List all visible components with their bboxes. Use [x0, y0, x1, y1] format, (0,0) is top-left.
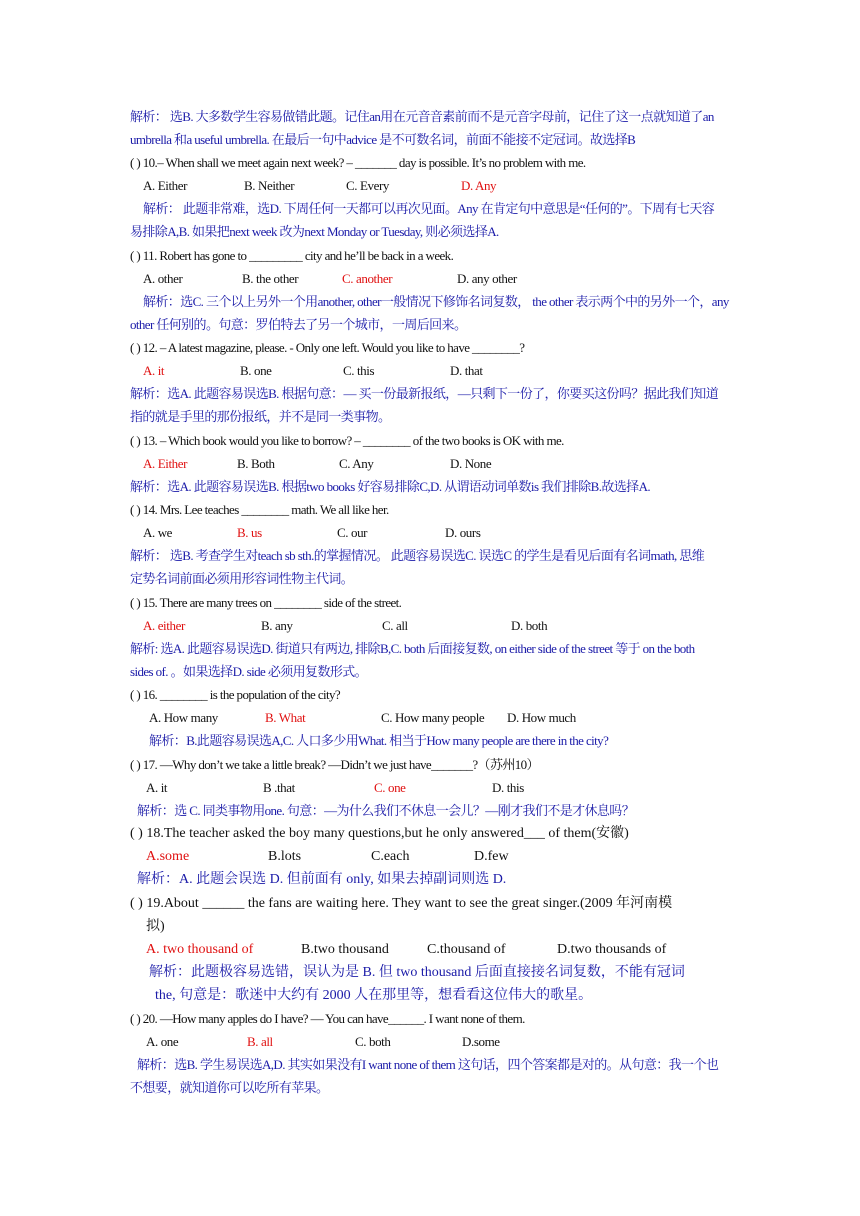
- option-b: B.two thousand: [301, 942, 389, 957]
- analysis-line: 解析：选A. 此题容易误选B. 根据句意：— 买一份最新报纸，—只剩下一份了，你要买这份吗？据此我们知道: [130, 386, 719, 401]
- option-a: A. it: [146, 780, 168, 795]
- analysis-line: 解析: 选A. 此题容易误选D. 街道只有两边, 排除B,C. both 后面接复数, on either side of the street 等于 on the both: [130, 641, 695, 656]
- analysis-line: 解析：此题极容易选错，误认为是 B. 但 two thousand 后面直接接名词复数，不能有冠词: [149, 965, 685, 980]
- analysis-line: the, 句意是：歌迷中大约有 2000 人在那里等，想看看这位伟大的歌星。: [155, 988, 593, 1003]
- option-c: C. both: [355, 1034, 391, 1049]
- option-c: C. Any: [339, 456, 374, 471]
- analysis-line: 定势名词前面必须用形容词性物主代词。: [130, 571, 354, 586]
- option-a: A. one: [146, 1034, 179, 1049]
- question-15: ( ) 15. There are many trees on ________ side of the street.: [130, 595, 402, 610]
- analysis-line: umbrella 和a useful umbrella. 在最后一句中advice 是不可数名词，前面不能接不定冠词。故选择B: [130, 132, 636, 147]
- question-18: ( ) 18.The teacher asked the boy many questions,but he only answered___ of them(安徽): [130, 826, 629, 841]
- option-a: A. other: [143, 271, 183, 286]
- option-c: C. Every: [346, 178, 390, 193]
- analysis-line: 解析： 此题非常难，选D. 下周任何一天都可以再次见面。Any 在肯定句中意思是“任何的”。下周有七天容: [143, 201, 715, 216]
- option-b-correct: B. us: [237, 525, 262, 540]
- analysis-line: 解析：选C. 三个以上另外一个用another, other一般情况下修饰名词复数， the other 表示两个中的另外一个，any: [143, 294, 729, 309]
- analysis-line: 解析： 选B. 考查学生对teach sb sth.的掌握情况。 此题容易误选C. 误选C 的学生是看见后面有名词math, 思维: [130, 548, 705, 563]
- option-b: B .that: [263, 780, 295, 795]
- option-c: C. our: [337, 525, 368, 540]
- analysis-line: 解析：A. 此题会误选 D. 但前面有 only, 如果去掉副词则选 D.: [137, 872, 507, 887]
- option-b: B. Neither: [244, 178, 295, 193]
- analysis-line: 不想要，就知道你可以吃所有苹果。: [130, 1080, 329, 1095]
- option-d: D.two thousands of: [557, 942, 667, 957]
- option-a: A. How many: [149, 710, 218, 725]
- option-d: D.few: [474, 849, 509, 864]
- option-a-correct: A. it: [143, 363, 165, 378]
- option-d: D. How much: [507, 710, 576, 725]
- option-c: C.each: [371, 849, 410, 864]
- question-13: ( ) 13. – Which book would you like to borrow? – ________ of the two books is OK with me.: [130, 433, 564, 448]
- analysis-line: 解析：选 C. 同类事物用one. 句意：—为什么我们不休息一会儿？—刚才我们不是才休息吗？: [137, 803, 635, 818]
- option-c: C. all: [382, 618, 408, 633]
- option-c: C.thousand of: [427, 942, 506, 957]
- option-c: C. How many people: [381, 710, 485, 725]
- question-17: ( ) 17. —Why don’t we take a little break? —Didn’t we just have_______?（苏州10）: [130, 757, 539, 772]
- question-11: ( ) 11. Robert has gone to _________ city and he’ll be back in a week.: [130, 248, 454, 263]
- option-d: D. that: [450, 363, 483, 378]
- question-20: ( ) 20. —How many apples do I have? — You can have______. I want none of them.: [130, 1011, 525, 1026]
- question-19: ( ) 19.About ______ the fans are waiting here. They want to see the great singer.(2009 年河南模: [130, 896, 673, 911]
- question-16: ( ) 16. ________ is the population of the city?: [130, 687, 341, 702]
- option-a: A. we: [143, 525, 173, 540]
- question-10: ( ) 10.– When shall we meet again next week? – _______ day is possible. It’s no problem with me.: [130, 155, 586, 170]
- option-b: B. one: [240, 363, 272, 378]
- option-d: D. ours: [445, 525, 481, 540]
- question-14: ( ) 14. Mrs. Lee teaches ________ math. We all like her.: [130, 502, 389, 517]
- option-c-correct: C. another: [342, 271, 393, 286]
- option-d: D.some: [462, 1034, 500, 1049]
- option-d-correct: D. Any: [461, 178, 497, 193]
- option-a-correct: A. Either: [143, 456, 188, 471]
- analysis-line: other 任何别的。句意：罗伯特去了另一个城市，一周后回来。: [130, 317, 467, 332]
- question-19-continued: 拟): [146, 919, 165, 934]
- option-b-correct: B. all: [247, 1034, 273, 1049]
- option-b-correct: B. What: [265, 710, 306, 725]
- option-d: D. None: [450, 456, 492, 471]
- question-12: ( ) 12. – A latest magazine, please. - Only one left. Would you like to have ________?: [130, 340, 525, 355]
- option-d: D. both: [511, 618, 548, 633]
- option-b: B.lots: [268, 849, 302, 864]
- option-c-correct: C. one: [374, 780, 406, 795]
- option-a: A. Either: [143, 178, 188, 193]
- option-b: B. the other: [242, 271, 299, 286]
- analysis-line: 解析：B.此题容易误选A,C. 人口多少用What. 相当于How many people are there in the city?: [149, 733, 609, 748]
- option-b: B. Both: [237, 456, 275, 471]
- analysis-line: sides of. 。如果选择D. side 必须用复数形式。: [130, 664, 368, 679]
- option-b: B. any: [261, 618, 293, 633]
- option-d: D. this: [492, 780, 524, 795]
- option-a-correct: A.some: [146, 849, 190, 864]
- option-a-correct: A. two thousand of: [146, 942, 254, 957]
- analysis-line: 解析： 选B. 大多数学生容易做错此题。记住an用在元音音素前而不是元音字母前，记住了这一点就知道了an: [130, 109, 714, 124]
- analysis-line: 易排除A,B. 如果把next week 改为next Monday or Tuesday, 则必须选择A.: [130, 224, 499, 239]
- option-c: C. this: [343, 363, 375, 378]
- analysis-line: 解析：选A. 此题容易误选B. 根据two books 好容易排除C,D. 从谓语动词单数is 我们排除B.故选择A.: [130, 479, 651, 494]
- analysis-line: 指的就是手里的那份报纸，并不是同一类事物。: [130, 409, 391, 424]
- option-a-correct: A. either: [143, 618, 185, 633]
- analysis-line: 解析：选B. 学生易误选A,D. 其实如果没有I want none of them 这句话，四个答案都是对的。从句意：我一个也: [137, 1057, 719, 1072]
- option-d: D. any other: [457, 271, 517, 286]
